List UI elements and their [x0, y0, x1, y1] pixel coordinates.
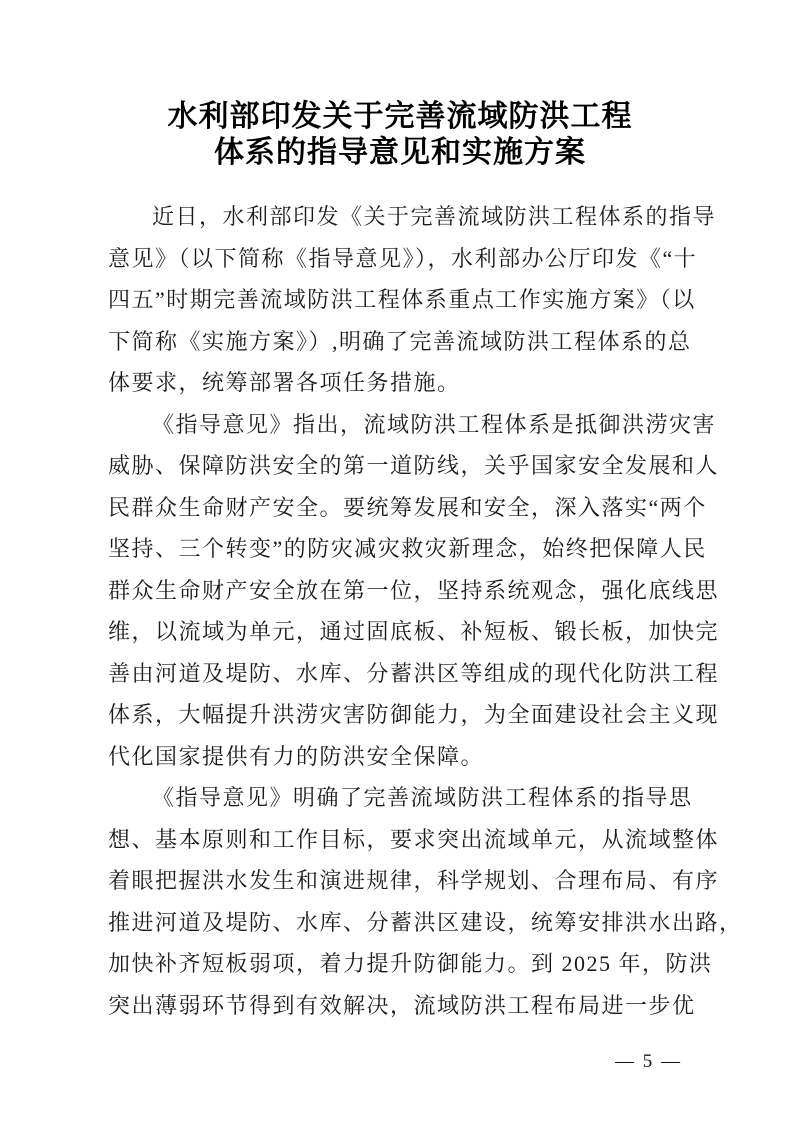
- text-line: 推进河道及堤防、水库、分蓄洪区建设，统筹安排洪水出路，: [108, 909, 743, 935]
- text-line: 体要求，统筹部署各项任务措施。: [108, 370, 461, 395]
- text-line: 想、基本原则和工作目标，要求突出流域单元，从流域整体: [108, 826, 720, 852]
- text-line: 意见》（以下简称《指导意见》），水利部办公厅印发《“十: [108, 245, 698, 271]
- text-line: 维，以流域为单元，通过固底板、补短板、锻长板，加快完: [108, 619, 720, 644]
- text-line: 下简称《实施方案》）,明确了完善流域防洪工程体系的总: [108, 328, 692, 354]
- text-line: 《指导意见》指出，流域防洪工程体系是抵御洪涝灾害: [152, 411, 717, 437]
- page-footer: [615, 1051, 682, 1073]
- title-line-2: 体系的指导意见和实施方案: [214, 136, 586, 169]
- paragraph-1: [108, 196, 717, 404]
- page-number: — 5 —: [615, 1051, 682, 1072]
- text-line: 善由河道及堤防、水库、分蓄洪区等组成的现代化防洪工程: [108, 660, 720, 686]
- page-title: [0, 0, 800, 171]
- text-line: 四五”时期完善流域防洪工程体系重点工作实施方案》（以: [108, 287, 696, 312]
- text-line: 代化国家提供有力的防洪安全保障。: [108, 743, 485, 769]
- text-line: 群众生命财产安全放在第一位，坚持系统观念，强化底线思: [108, 577, 720, 603]
- text-line: 近日，水利部印发《关于完善流域防洪工程体系的指导: [152, 204, 717, 229]
- document-body: [108, 196, 743, 1026]
- text-line: 体系，大幅提升洪涝灾害防御能力，为全面建设社会主义现: [108, 702, 720, 727]
- text-line: 《指导意见》明确了完善流域防洪工程体系的指导思: [152, 785, 693, 810]
- text-line: 坚持、三个转变”的防灾减灾救灾新理念，始终把保障人民: [108, 536, 707, 561]
- text-line: 加快补齐短板弱项，着力提升防御能力。到 2025 年，防洪: [108, 951, 713, 976]
- paragraph-3: [108, 777, 743, 1026]
- paragraph-2: [108, 404, 720, 778]
- text-line: 突出薄弱环节得到有效解决，流域防洪工程布局进一步优: [108, 992, 696, 1018]
- title-line-1: 水利部印发关于完善流域防洪工程: [167, 100, 633, 133]
- text-line: 着眼把握洪水发生和演进规律，科学规划、合理布局、有序: [108, 868, 720, 893]
- text-line: 威胁、保障防洪安全的第一道防线，关乎国家安全发展和人: [108, 453, 720, 478]
- text-line: 民群众生命财产安全。要统筹发展和安全，深入落实“两个: [108, 494, 707, 520]
